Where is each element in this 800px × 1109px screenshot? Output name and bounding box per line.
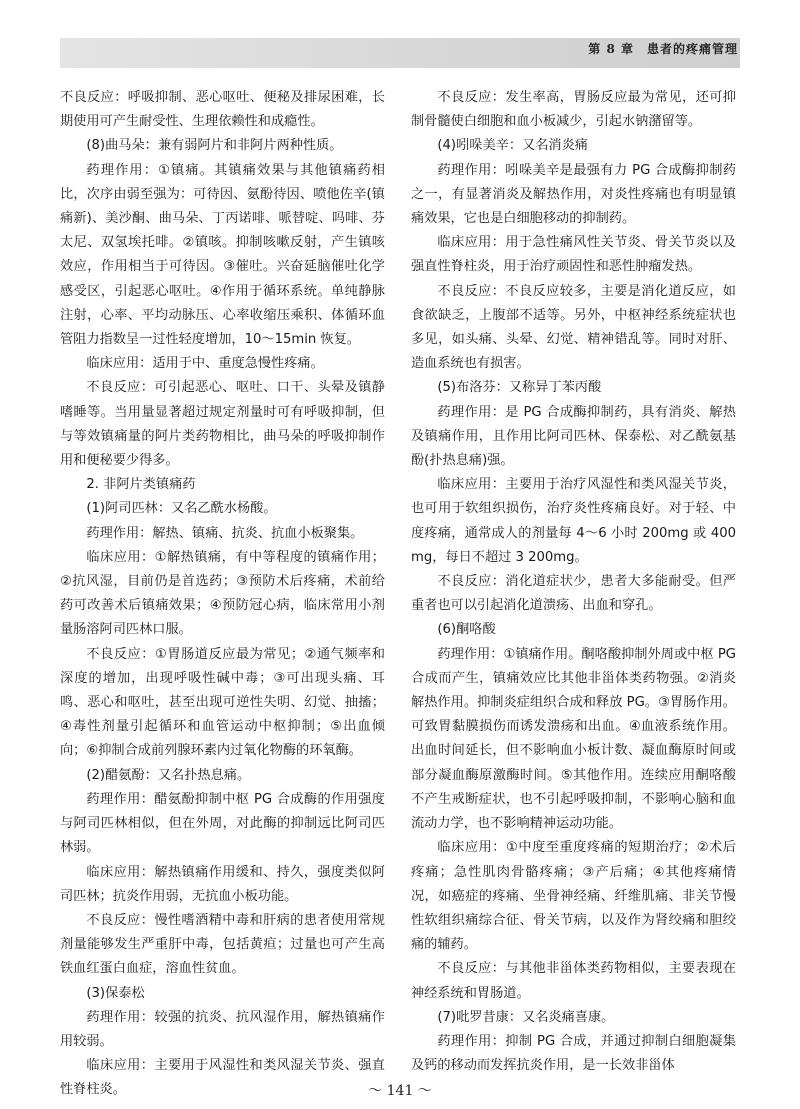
paragraph: (6)酮咯酸 bbox=[437, 622, 496, 638]
paragraph: 药理作用：较强的抗炎、抗风湿作用，解热镇痛作用较弱。 bbox=[60, 1009, 385, 1049]
right-column bbox=[411, 86, 736, 1078]
paragraph: (7)吡罗昔康：又名炎痛喜康。 bbox=[437, 1009, 615, 1025]
paragraph: 临床应用：①解热镇痛，有中等程度的镇痛作用；②抗风湿，目前仍是首选药；③预防术后疼痛，术前给药可改善术后镇痛效果；④预防冠心病，临床常用小剂量肠溶阿司匹林口服。 bbox=[60, 549, 385, 638]
paragraph: (5)布洛芬：又称异丁苯丙酸 bbox=[437, 380, 602, 396]
paragraph: 药理作用：①镇痛作用。酮咯酸抑制外周或中枢 PG 合成而产生，镇痛效应比其他非甾体类药物强。②消炎解热作用。抑制炎症组织合成和释放 PG。③胃肠作用。可致胃黏膜损伤而诱发溃疡和出血。④血液系统作用。出血时间延长，但不影响血小板计数、凝血酶原时间或部分凝血酶原激酶时间。⑤其他作用。连续应用酮咯酸不产生戒断症状，也不引起呼吸抑制，不影响心脑和血流动力学，也不影响精神运动功能。 bbox=[411, 646, 736, 832]
paragraph: 临床应用：①中度至重度疼痛的短期治疗；②术后疼痛；急性肌肉骨骼疼痛；③产后痛；④其他疼痛情况，如癌症的疼痛、坐骨神经痛、纤维肌痛、非关节慢性软组织痛综合征、骨关节病，以及作为肾绞痛和胆绞痛的辅药。 bbox=[411, 840, 736, 953]
paragraph: 药理作用：醋氨酚抑制中枢 PG 合成酶的作用强度与阿司匹林相似，但在外周，对此酶的抑制远比阿司匹林弱。 bbox=[60, 791, 385, 856]
section-heading: 2. 非阿片类镇痛药 bbox=[86, 477, 196, 493]
running-head: 第 8 章 患者的疼痛管理 bbox=[588, 42, 738, 56]
paragraph: (3)保泰松 bbox=[86, 985, 145, 1001]
paragraph: (8)曲马朵：兼有弱阿片和非阿片两种性质。 bbox=[86, 138, 343, 154]
paragraph: 临床应用：主要用于风湿性和类风湿关节炎、强直性脊柱炎。 bbox=[60, 1058, 385, 1098]
left-column bbox=[60, 86, 385, 1103]
paragraph: 不良反应：与其他非甾体类药物相似，主要表现在神经系统和胃肠道。 bbox=[411, 961, 736, 1001]
paragraph: 临床应用：解热镇痛作用缓和、持久，强度类似阿司匹林；抗炎作用弱，无抗血小板功能。 bbox=[60, 864, 385, 904]
paragraph: 药理作用：解热、镇痛、抗炎、抗血小板聚集。 bbox=[86, 525, 364, 541]
paragraph: (1)阿司匹林：又名乙酰水杨酸。 bbox=[86, 501, 277, 517]
paragraph: (2)醋氨酚：又名扑热息痛。 bbox=[86, 767, 251, 783]
page-number: ～ 141 ～ bbox=[368, 1083, 432, 1099]
paragraph: (4)吲哚美辛：又名消炎痛 bbox=[437, 138, 588, 154]
paragraph: 药理作用：是 PG 合成酶抑制药，具有消炎、解热及镇痛作用，且作用比阿司匹林、保泰松、对乙酰氨基酚(扑热息痛)强。 bbox=[411, 404, 736, 469]
paragraph: 临床应用：主要用于治疗风湿性和类风湿关节炎，也可用于软组织损伤，治疗炎性疼痛良好。对于轻、中度疼痛，通常成人的剂量每 4～6 小时 200mg 或 400mg，每日不超过 3 200mg。 bbox=[411, 477, 736, 565]
paragraph: 不良反应：发生率高，胃肠反应最为常见，还可抑制骨髓使白细胞和血小板减少，引起水钠潴留等。 bbox=[411, 90, 736, 130]
paragraph: 药理作用：吲哚美辛是最强有力 PG 合成酶抑制药之一，有显著消炎及解热作用，对炎性疼痛也有明显镇痛效果，它也是白细胞移动的抑制药。 bbox=[411, 162, 736, 227]
paragraph: 不良反应：消化道症状少，患者大多能耐受。但严重者也可以引起消化道溃疡、出血和穿孔。 bbox=[411, 574, 736, 614]
paragraph: 不良反应：慢性嗜酒精中毒和肝病的患者使用常规剂量能够发生严重肝中毒，包括黄疸；过量也可产生高铁血红蛋白血症，溶血性贫血。 bbox=[60, 912, 385, 977]
paragraph: 临床应用：用于急性痛风性关节炎、骨关节炎以及强直性脊柱炎，用于治疗顽固性和恶性肿瘤发热。 bbox=[411, 235, 736, 275]
paragraph: 不良反应：呼吸抑制、恶心呕吐、便秘及排尿困难，长期使用可产生耐受性、生理依赖性和成瘾性。 bbox=[60, 90, 385, 130]
paragraph: 不良反应：①胃肠道反应最为常见；②通气频率和深度的增加，出现呼吸性碱中毒；③可出现头痛、耳鸣、恶心和呕吐，甚至出现可逆性失明、幻觉、抽搐；④毒性剂量引起循环和血管运动中枢抑制；⑤出血倾向；⑥抑制合成前列腺环素内过氧化物酶的环氧酶。 bbox=[60, 646, 385, 759]
paragraph: 药理作用：抑制 PG 合成，并通过抑制白细胞凝集及钙的移动而发挥抗炎作用，是一长效非甾体 bbox=[411, 1033, 736, 1074]
paragraph: 不良反应：不良反应较多，主要是消化道反应，如食欲缺乏，上腹部不适等。另外，中枢神经系统症状也多见，如头痛、头晕、幻觉、精神错乱等。同时对肝、造血系统也有损害。 bbox=[411, 283, 736, 372]
paragraph: 药理作用：①镇痛。其镇痛效果与其他镇痛药相比，次序由弱至强为：可待因、氨酚待因、喷他佐辛(镇痛新)、美沙酮、曲马朵、丁丙诺啡、哌替啶、吗啡、芬太尼、双氢埃托啡。②镇咳。抑制咳嗽反射，产生镇咳效应，作用相当于可待因。③催吐。兴奋延脑催吐化学感受区，引起恶心呕吐。④作用于循环系统。单纯静脉注射，心率、平均动脉压、心率收缩压乘积、体循环血管阻力指数呈一过性轻度增加，10～15min 恢复。 bbox=[60, 162, 385, 348]
paragraph: 不良反应：可引起恶心、呕吐、口干、头晕及镇静嗜睡等。当用量显著超过规定剂量时可有呼吸抑制，但与等效镇痛量的阿片类药物相比，曲马朵的呼吸抑制作用和便秘要少得多。 bbox=[60, 380, 385, 469]
paragraph: 临床应用：适用于中、重度急慢性疼痛。 bbox=[86, 356, 324, 372]
